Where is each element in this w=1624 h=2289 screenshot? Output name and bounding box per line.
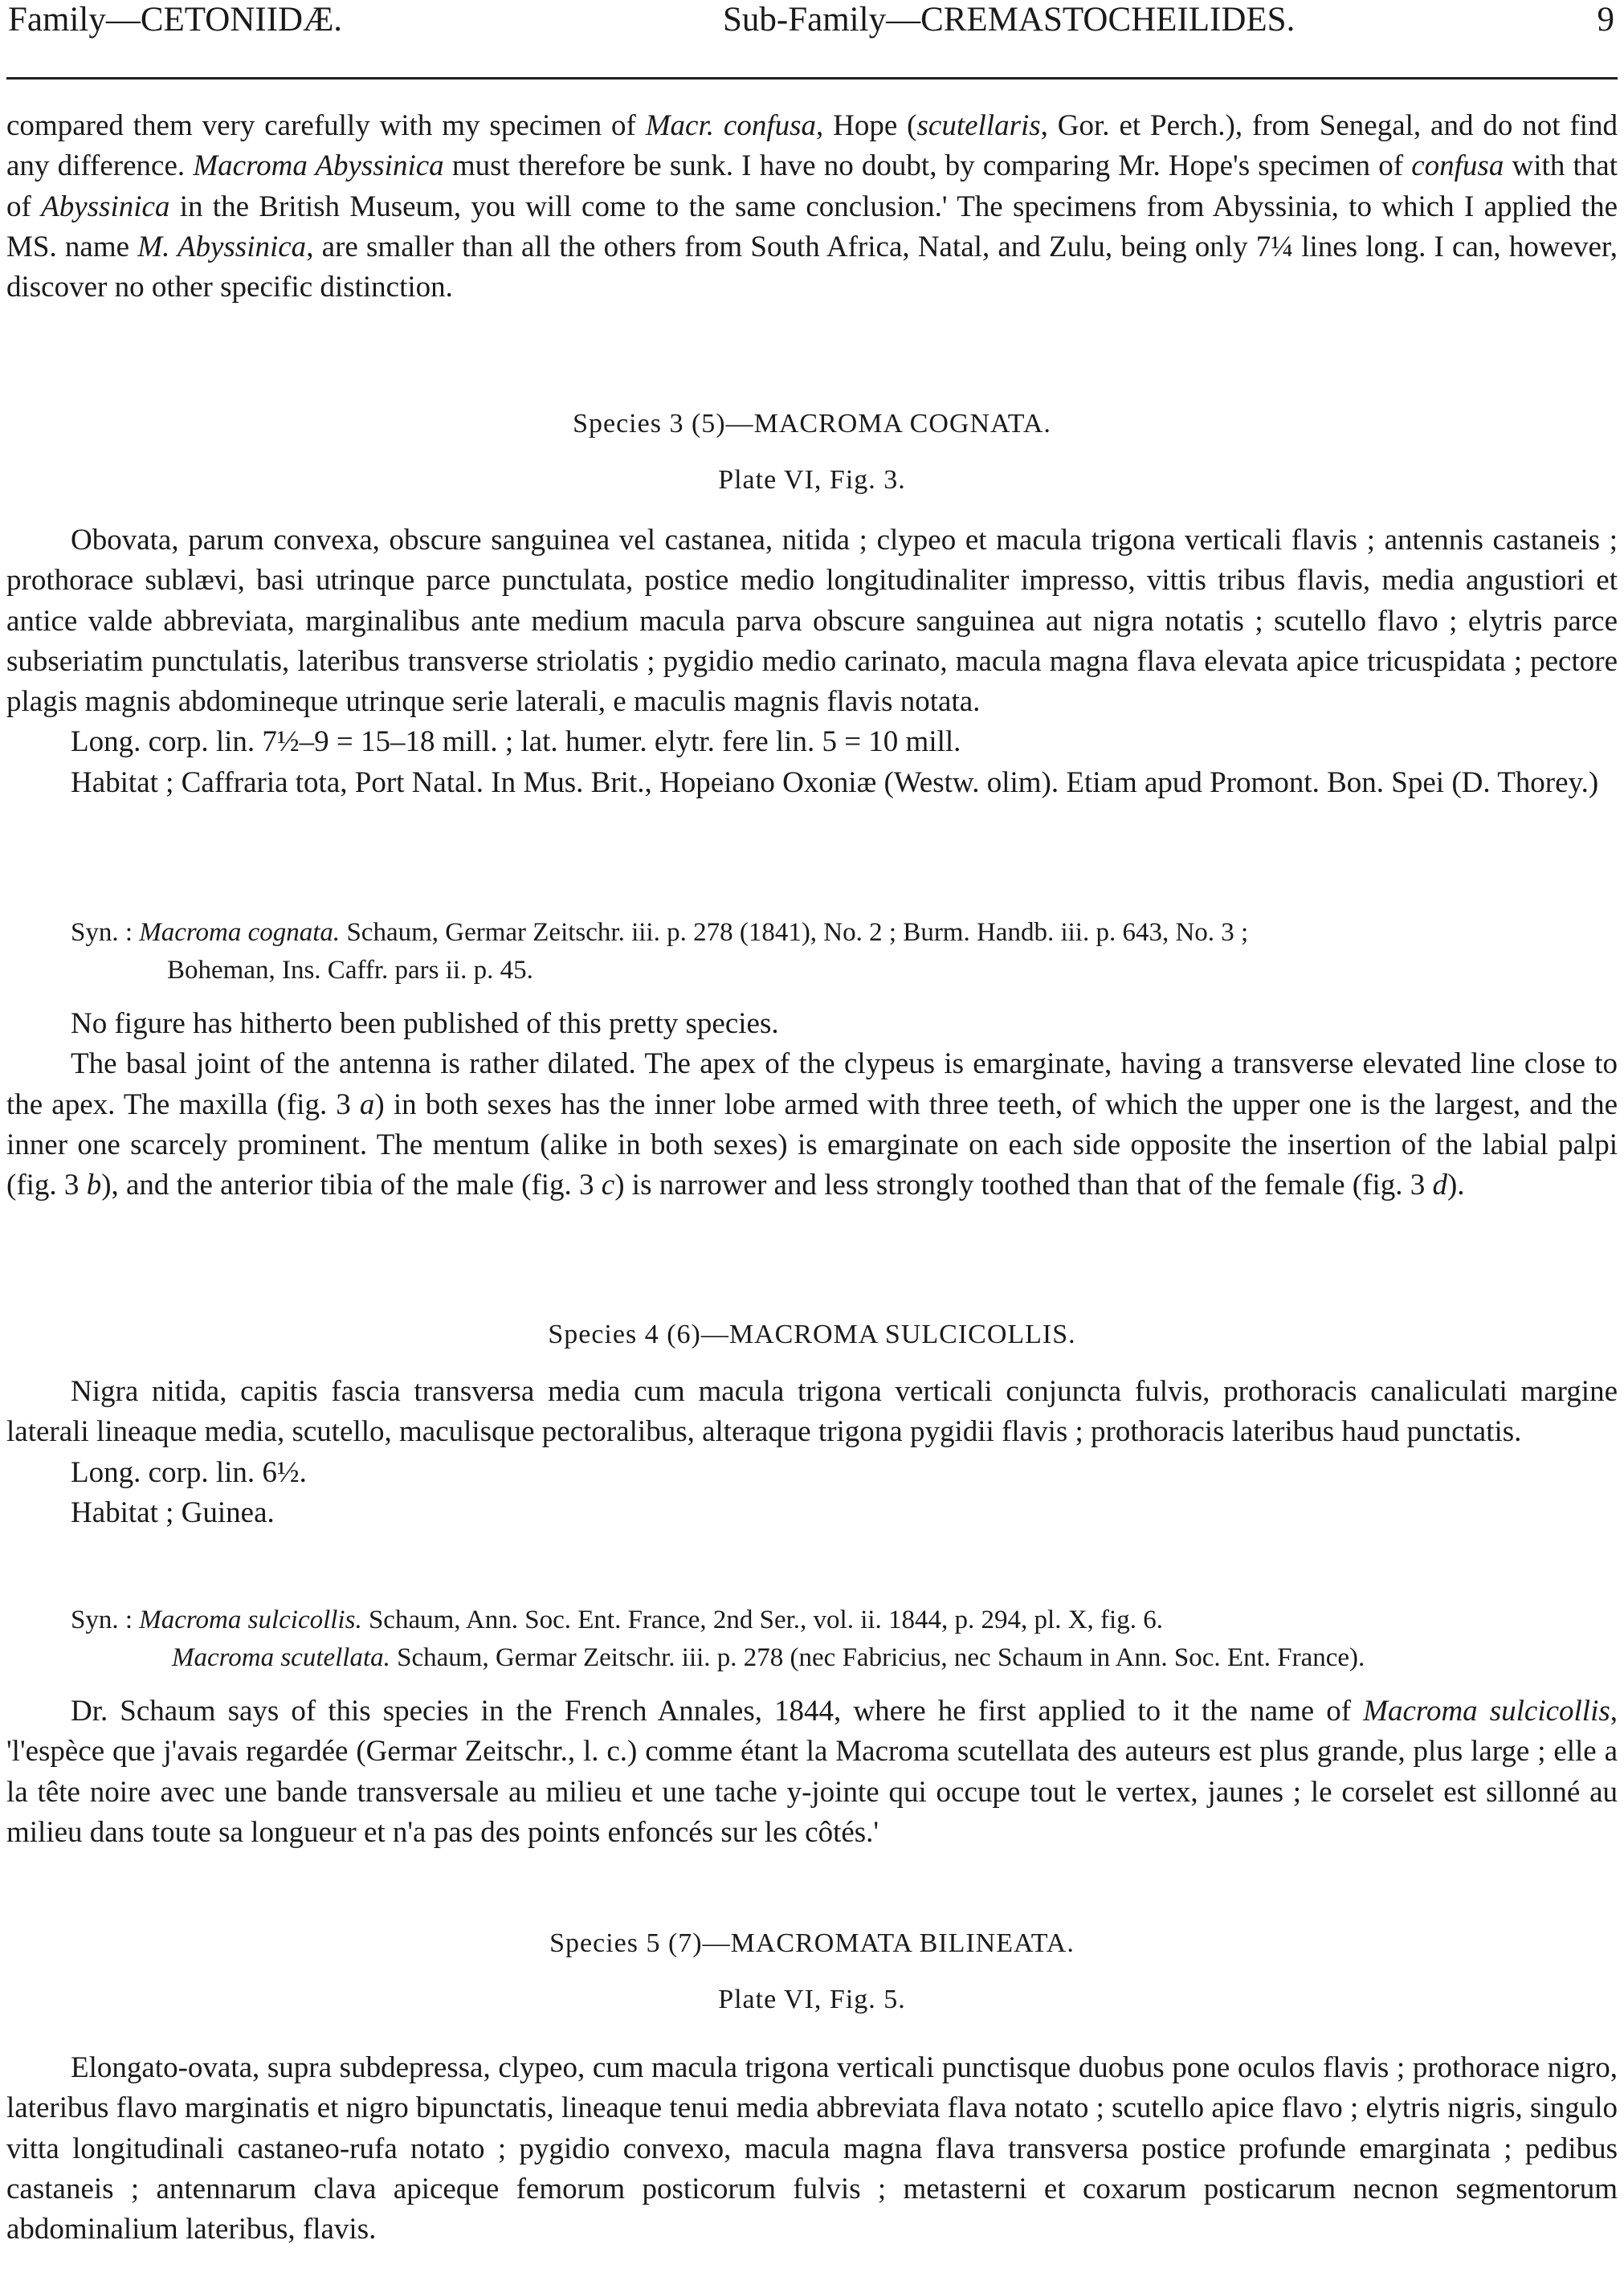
text-run: Dr. Schaum says of this species in the French Annales, 1844, where he first applied to it the name of — [71, 1695, 1364, 1728]
taxon-name: Macroma Abyssinica — [193, 149, 444, 183]
text-run: , 'l'espèce que j'avais regardée (Germar Zeitschr., l. c.) comme étant la Macroma scutellata des auteurs est plus grande, plus large ; elle a la tête noire avec une bande transversale au milieu et une tache y-jointe qui occupe tout le vertex, jaunes ; le corselet est sillonné au milieu dans toute sa longueur et n'a pas des points enfoncés sur les côtés.' — [6, 1695, 1618, 1849]
species5-plate: Plate VI, Fig. 5. — [718, 1985, 906, 2014]
text-run: ). — [1447, 1169, 1465, 1202]
text-run: , Gor. et Perch.), from Senegal, and do not find any difference. — [6, 109, 1618, 183]
fig-letter: b — [86, 1169, 102, 1202]
habitat: Habitat ; Caffraria tota, Port Natal. In Mus. Brit., Hopeiano Oxoniæ (Westw. olim). Etiam apud Promont. Bon. Spei (D. Thorey.) — [71, 765, 1599, 799]
text-run: , Hope ( — [816, 109, 917, 142]
species5-heading: Species 5 (7)—MACROMATA BILINEATA. — [549, 1928, 1075, 1958]
species4-heading: Species 4 (6)—MACROMA SULCICOLLIS. — [548, 1320, 1076, 1349]
taxon-name: scutellaris — [916, 109, 1041, 142]
text-run: in the British Museum, you will come to the same conclusion.' The specimens from Abyssinia, to which I applied the MS. name — [6, 190, 1618, 263]
syn-reference: Schaum, Germar Zeitschr. iii. p. 278 (nec Fabricius, nec Schaum in Ann. Soc. Ent. France). — [390, 1643, 1365, 1672]
text-run: ) is narrower and less strongly toothed than that of the female (fig. 3 — [614, 1169, 1433, 1202]
note: No figure has hitherto been published of this pretty species. — [71, 1007, 779, 1040]
taxon-name: Abyssinica — [41, 190, 170, 223]
text-run: ) in both sexes has the inner lobe armed with three teeth, of which the upper one is the largest, and the inner one scarcely prominent. The mentum (alike in both sexes) is emarginate on each side opposite the insertion of the labial palpi (fig. 3 — [6, 1087, 1618, 1202]
syn-name: Macroma cognata. — [139, 918, 341, 947]
syn-reference: Schaum, Germar Zeitschr. iii. p. 278 (1841), No. 2 ; Burm. Handb. iii. p. 643, No. 3 ; — [340, 918, 1249, 947]
taxon-name: Macr. confusa — [645, 109, 817, 142]
species5-description — [6, 2048, 1618, 2250]
fig-letter: a — [359, 1087, 375, 1121]
syn-label: Syn. : — [71, 918, 133, 947]
species3-synonymy — [71, 914, 1618, 989]
latin-description: Elongato-ovata, supra subdepressa, clypeo, cum macula trigona verticali punctisque duobus pone oculos flavis ; prothorace nigro, lateribus flavo marginatis et nigro bipunctatis, lineaque tenui media abbreviata flava notato ; scutello apice flavo ; elytris nigris, singulo vitta longitudinali castaneo-rufa notato ; pygidio convexo, macula magna flava transversa postice profunde emarginata ; pedibus castaneis ; antennarum clava apiceque femorum posticorum fulvis ; metasterni et coxarum posticarum necnon segmentorum abdominalium lateribus, flavis. — [6, 2051, 1618, 2246]
species3-heading: Species 3 (5)—MACROMA COGNATA. — [573, 409, 1051, 439]
intro-paragraph — [6, 106, 1618, 308]
page-number: 9 — [1597, 1, 1614, 39]
syn-reference-cont: Boheman, Ins. Caffr. pars ii. p. 45. — [167, 956, 533, 985]
note — [6, 1044, 1618, 1206]
text-run: ), and the anterior tibia of the male (fig. 3 — [101, 1169, 602, 1202]
taxon-name: M. Abyssinica — [137, 230, 307, 263]
species4-notes — [6, 1691, 1618, 1853]
syn-reference: Schaum, Ann. Soc. Ent. France, 2nd Ser., vol. ii. 1844, p. 294, pl. X, fig. 6. — [361, 1606, 1163, 1634]
species3-plate: Plate VI, Fig. 3. — [718, 465, 906, 495]
measurement: Long. corp. lin. 6½. — [71, 1455, 307, 1489]
habitat: Habitat ; Guinea. — [71, 1495, 275, 1529]
syn-name: Macroma sulcicollis. — [139, 1606, 362, 1634]
text-run: The basal joint of the antenna is rather dilated. The apex of the clypeus is emarginate, having a transverse elevated line close to the apex. The maxilla (fig. 3 — [6, 1047, 1618, 1121]
species4-description — [6, 1372, 1618, 1533]
text-run: with that of — [6, 149, 1618, 223]
species3-notes — [6, 1004, 1618, 1206]
measurement: Long. corp. lin. 7½–9 = 15–18 mill. ; lat. humer. elytr. fere lin. 5 = 10 mill. — [71, 725, 961, 759]
header-subfamily: Sub-Family—CREMASTOCHEILIDES. — [723, 1, 1296, 39]
fig-letter: c — [601, 1169, 615, 1202]
species3-description — [6, 520, 1618, 803]
text-run: , are smaller than all the others from South Africa, Natal, and Zulu, being only 7¼ lines long. I can, however, discover no other specific distinction. — [6, 230, 1618, 304]
latin-description: Nigra nitida, capitis fascia transversa media cum macula trigona verticali conjuncta fulvis, prothoracis canaliculati margine laterali lineaque media, scutello, maculisque pectoralibus, alteraque trigona pygidii flavis ; prothoracis lateribus haud punctatis. — [6, 1375, 1618, 1449]
species4-synonymy — [71, 1601, 1618, 1677]
latin-description: Obovata, parum convexa, obscure sanguinea vel castanea, nitida ; clypeo et macula trigona verticali flavis ; antennis castaneis ; prothorace sublævi, basi utrinque parce punctulata, postice medio longitudinaliter impresso, vittis tribus flavis, media angustiori et antice valde abbreviata, marginalibus ante medium macula parva obscure sanguinea aut nigra notatis ; scutello flavo ; elytris parce subseriatim punctulatis, lateribus transverse striolatis ; pygidio medio carinato, macula magna flava elevata apice tricuspidata ; pectore plagis magnis abdomineque utrinque serie laterali, e maculis magnis flavis notata. — [6, 524, 1618, 719]
text-run: compared them very carefully with my specimen of — [6, 109, 646, 142]
fig-letter: d — [1432, 1169, 1447, 1202]
header-rule — [6, 77, 1618, 80]
text-run: must therefore be sunk. I have no doubt, by comparing Mr. Hope's specimen of — [443, 149, 1412, 183]
taxon-name: confusa — [1411, 149, 1504, 183]
syn-label: Syn. : — [71, 1606, 133, 1634]
taxon-name: Macroma sulcicollis — [1363, 1695, 1610, 1728]
syn-name: Macroma scutellata. — [172, 1643, 390, 1672]
header-family: Family—CETONIIDÆ. — [8, 1, 343, 39]
running-header — [0, 0, 1624, 51]
